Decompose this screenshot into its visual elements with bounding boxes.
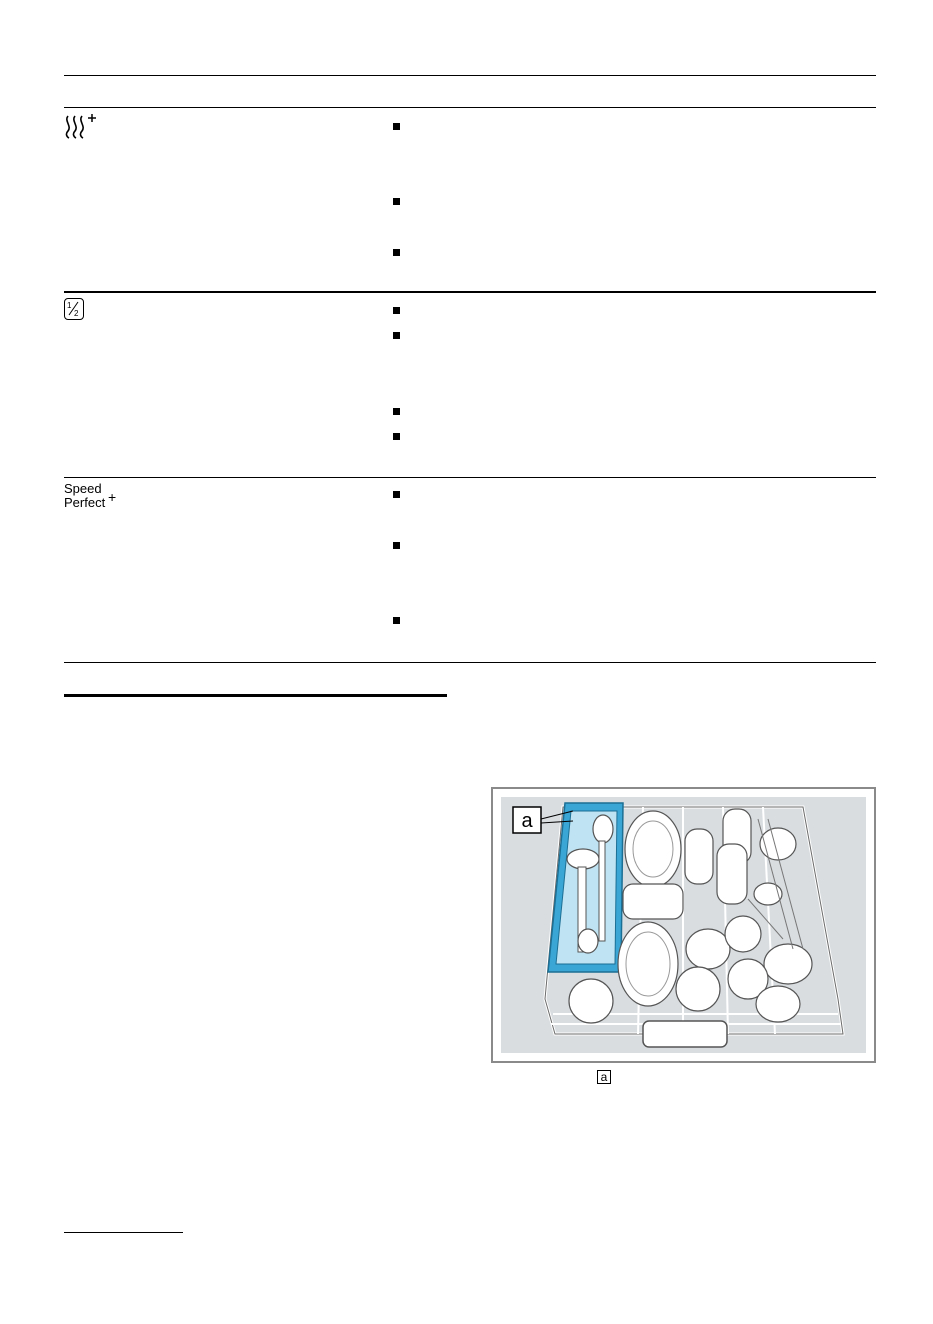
speed-perfect-line2: Perfect xyxy=(64,495,106,510)
svg-text:2: 2 xyxy=(74,309,79,318)
bullet-marker xyxy=(393,617,400,624)
speed-perfect-line1: Speed xyxy=(64,481,102,496)
bullet-marker xyxy=(393,542,400,549)
bullet-marker xyxy=(393,249,400,256)
section-heading-rule xyxy=(64,694,447,697)
half-load-icon xyxy=(64,298,84,320)
bullet-marker xyxy=(393,433,400,440)
bullet-marker xyxy=(393,491,400,498)
speed-perfect-icon xyxy=(64,481,117,510)
bullet-marker xyxy=(393,408,400,415)
dishwasher-basket-figure xyxy=(491,787,876,1063)
table-top-rule xyxy=(64,75,876,76)
bullet-marker xyxy=(393,307,400,314)
row-divider-2 xyxy=(64,477,876,478)
bullet-marker xyxy=(393,332,400,339)
figure-callout-label: a xyxy=(521,810,533,832)
caption-callout-ref: a xyxy=(597,1070,611,1084)
table-header-rule xyxy=(64,107,876,108)
footnote-rule xyxy=(64,1232,183,1233)
speed-perfect-plus: + xyxy=(108,489,117,505)
row-divider-1 xyxy=(64,291,876,293)
bullet-marker xyxy=(393,123,400,130)
svg-text:1: 1 xyxy=(67,301,72,310)
basket-illustration xyxy=(493,789,874,1061)
table-bottom-rule xyxy=(64,662,876,663)
intensive-dry-icon xyxy=(64,113,100,144)
bullet-marker xyxy=(393,198,400,205)
